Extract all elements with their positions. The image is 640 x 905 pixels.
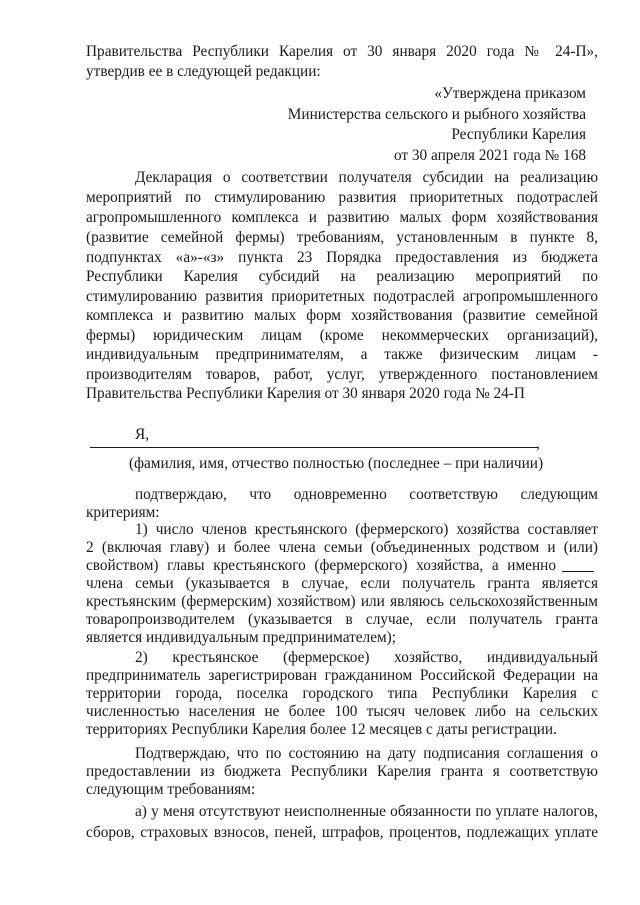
approval-line-3: Республики Карелия [451, 126, 586, 143]
criterion-1-line: товаропроизводителем (указывается в случае, если получатель гранта [86, 611, 598, 628]
requirement-a-line: а) у меня отсутствуют неисполненные обязанности по уплате налогов, [135, 803, 598, 820]
declaration-line: стимулированию развития приоритетных подотраслей агропромышленного [86, 288, 598, 305]
criterion-2-line: численностью населения не более 100 тысяч человек либо на сельских [86, 703, 598, 720]
requirements-line: предоставлении из бюджета Республики Карелия гранта я соответствую [86, 763, 598, 780]
requirements-line: Подтверждаю, что по состоянию на дату подписания соглашения о [135, 745, 598, 762]
criterion-2-line: территориях Республики Карелия более 12 месяцев с даты регистрации. [86, 721, 557, 738]
approval-line-1: «Утверждена приказом [434, 85, 586, 102]
declaration-line: производителям товаров, работ, услуг, утвержденного постановлением [86, 366, 598, 383]
criterion-1-line: члена семьи (указывается в случае, если получатель гранта является [86, 575, 598, 592]
ya-label: Я, [135, 426, 150, 443]
criterion-2-line: предприниматель зарегистрирован гражданином Российской Федерации на [86, 667, 598, 684]
member-count-fill-line [562, 571, 594, 572]
intro-line-1: Правительства Республики Карелия от 30 января 2020 года № 24-П», [86, 43, 598, 60]
declaration-line: мероприятий по стимулированию развития приоритетных подотраслей [86, 189, 598, 206]
declaration-line: комплекса и развитию малых форм хозяйствования (развитие семейной [86, 307, 598, 324]
requirements-line: следующим требованиям: [86, 781, 256, 798]
confirm-line-2: критериям: [86, 504, 160, 521]
criterion-1-line: 1) число членов крестьянского (фермерского) хозяйства составляет [135, 521, 598, 538]
declaration-line: Республики Карелия субсидий на реализацию мероприятий по [86, 268, 598, 285]
declaration-line: (развитие семейной фермы) требованиям, установленным в пункте 8, [86, 229, 598, 246]
name-caption: (фамилия, имя, отчество полностью (последнее – при наличии) [129, 455, 544, 472]
criterion-2-line: 2) крестьянское (фермерское) хозяйство, индивидуальный [135, 649, 598, 666]
declaration-line: подпунктах «а»-«з» пункта 23 Порядка предоставления из бюджета [86, 249, 598, 266]
declaration-line: фермы) юридическим лицам (кроме некоммерческих организаций), [86, 327, 598, 344]
requirement-a-line: сборов, страховых взносов, пеней, штрафов, процентов, подлежащих уплате [86, 824, 598, 841]
criterion-1-line: является индивидуальным предпринимателем); [86, 629, 397, 646]
criterion-1-line: 2 (включая главу) и более члена семьи (объединенных родством и (или) [86, 539, 598, 556]
criterion-2-line: территории города, поселка городского типа Республики Карелия с [86, 685, 598, 702]
criterion-1-line: свойством) главы крестьянского (фермерского) хозяйства, а именно [86, 557, 556, 574]
approval-line-2: Министерства сельского и рыбного хозяйства [287, 106, 586, 123]
name-line-comma: , [536, 435, 540, 452]
name-fill-line [90, 447, 538, 448]
declaration-line: Правительства Республики Карелия от 30 января 2020 года № 24-П [86, 385, 525, 402]
declaration-line: Декларация о соответствии получателя субсидии на реализацию [135, 169, 598, 186]
intro-line-2: утвердив ее в следующей редакции: [86, 63, 321, 80]
confirm-line-1: подтверждаю, что одновременно соответствую следующим [135, 486, 598, 503]
criterion-1-line: крестьянским (фермерским) хозяйством) или являюсь сельскохозяйственным [86, 593, 598, 610]
declaration-line: индивидуальным предпринимателям, а также физическим лицам - [86, 346, 598, 363]
approval-line-4: от 30 апреля 2021 года № 168 [393, 147, 586, 164]
declaration-line: агропромышленного комплекса и развитию малых форм хозяйствования [86, 209, 598, 226]
